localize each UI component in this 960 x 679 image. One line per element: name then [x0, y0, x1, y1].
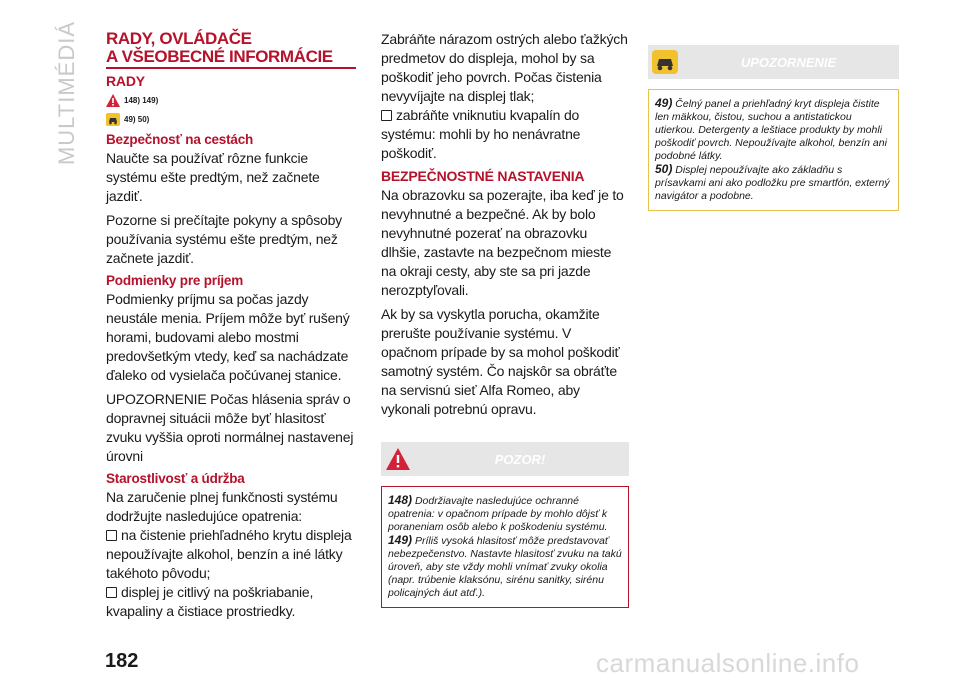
paragraph: Na obrazovku sa pozerajte, iba keď je to nevyhnutné a bezpečné. Ak by bolo nevyhnutné pozerať na obrazovku dlhšie, zastavte na bezpečnom mieste na okraji cesty, aby ste sa pri jazde nerozptyľovali.: [381, 187, 624, 298]
note-item: 49) Čelný panel a priehľadný kryt displeja čistite len mäkkou, čistou, suchou a antistatickou utierkou. Detergenty a leštiace produkty by mohli poškodiť povrch. Nepoužívajte alkohol, benzín ani podobné látky.: [655, 96, 887, 162]
paragraph: UPOZORNENIE Počas hlásenia správ o dopravnej situácii môže byť hlasitosť zvuku vyššia oproti normálnej nastavenej úrovni: [106, 391, 354, 464]
paragraph: Podmienky príjmu sa počas jazdy neustále menia. Príjem môže byť rušený horami, budovami alebo mostmi predovšetkým vtedy, keď sa nachádzate ďaleko od vysielača počúvanej stanice.: [106, 291, 350, 383]
warning-triangle-icon: [106, 94, 120, 107]
reference-row-2: [106, 111, 356, 127]
reference-row-1: [106, 92, 356, 108]
side-section-label: MULTIMÉDIÁ: [54, 20, 79, 166]
middle-column: [381, 30, 629, 608]
paragraph: Ak by sa vyskytla porucha, okamžite prerušte používanie systému. V opačnom prípade by sa mohol poškodiť samotný systém. Čo najskôr sa obráťte na servisnú sieť Alfa Romeo, aby vykonali potrebnú opravu.: [381, 306, 620, 417]
note-box-body: [648, 89, 899, 211]
warning-box-label: POZOR!: [494, 451, 546, 467]
paragraph: Zabráňte nárazom ostrých alebo ťažkých predmetov do displeja, mohol by sa poškodiť jeho povrch. Počas čistenia nevyvíjajte na displej tlak;: [381, 31, 628, 104]
paragraph: Na zaručenie plnej funkčnosti systému dodržujte nasledujúce opatrenia:: [106, 489, 338, 524]
title-rule: [106, 67, 356, 69]
note-box-header: [648, 45, 899, 79]
car-skid-icon: [106, 113, 120, 126]
paragraph: Naučte sa používať rôzne funkcie systému ešte predtým, než začnete jazdiť.: [106, 150, 320, 204]
note-item: 50) Displej nepoužívajte ako základňu s prísavkami ani ako podložku pre smartfón, externý navigátor a podobne.: [655, 162, 890, 202]
reference-text-2: 49) 50): [124, 114, 150, 124]
section-heading-reception: Podmienky pre príjem: [106, 273, 244, 288]
page-title-line1: RADY, OVLÁDAČE: [106, 29, 252, 48]
checkbox-bullet-icon: [106, 530, 117, 541]
checkbox-bullet-icon: [381, 110, 392, 121]
section-heading-care: Starostlivosť a údržba: [106, 471, 245, 486]
warning-item: 149) Príliš vysoká hlasitosť môže predstavovať nebezpečenstvo. Nastavte hlasitosť zvuku na takú úroveň, aby ste vždy mohli vnímať zvuky okolia (napr. trúbenie klaksónu, sirénu sanitky, sirénu policajných áut atď.).: [388, 533, 622, 599]
warning-item: 148) Dodržiavajte nasledujúce ochranné opatrenia: v opačnom prípade by mohlo dôjsť k poraneniam osôb alebo k poškodeniu systému.: [388, 493, 608, 533]
right-column: [648, 45, 899, 211]
page-title-line2: A VŠEOBECNÉ INFORMÁCIE: [106, 47, 333, 66]
bullet-item: zabráňte vniknutiu kvapalín do systému: mohli by ho nenávratne poškodiť.: [381, 107, 581, 161]
section-heading-road-safety: Bezpečnosť na cestách: [106, 132, 254, 147]
checkbox-bullet-icon: [106, 587, 117, 598]
bullet-item: na čistenie priehľadného krytu displeja nepoužívajte alkohol, benzín a iné látky takéhoto pôvodu;: [106, 527, 352, 581]
left-column: [106, 30, 356, 626]
reference-text-1: 148) 149): [124, 95, 159, 105]
warning-box-body: [381, 486, 629, 608]
page-number: 182: [105, 650, 139, 672]
watermark: carmanualsonline.info: [596, 648, 860, 678]
paragraph: Pozorne si prečítajte pokyny a spôsoby používania systému ešte predtým, než začnete jazdiť.: [106, 212, 342, 266]
bullet-item: displej je citlivý na poškriabanie, kvapaliny a čistiace prostriedky.: [106, 584, 314, 619]
section-heading-safety-settings: BEZPEČNOSTNÉ NASTAVENIA: [381, 168, 585, 184]
car-skid-icon: [652, 50, 678, 74]
subtitle: RADY: [106, 73, 145, 89]
warning-triangle-icon: [385, 447, 411, 471]
note-box-label: UPOZORNENIE: [740, 54, 837, 70]
warning-box-header: [381, 442, 629, 476]
